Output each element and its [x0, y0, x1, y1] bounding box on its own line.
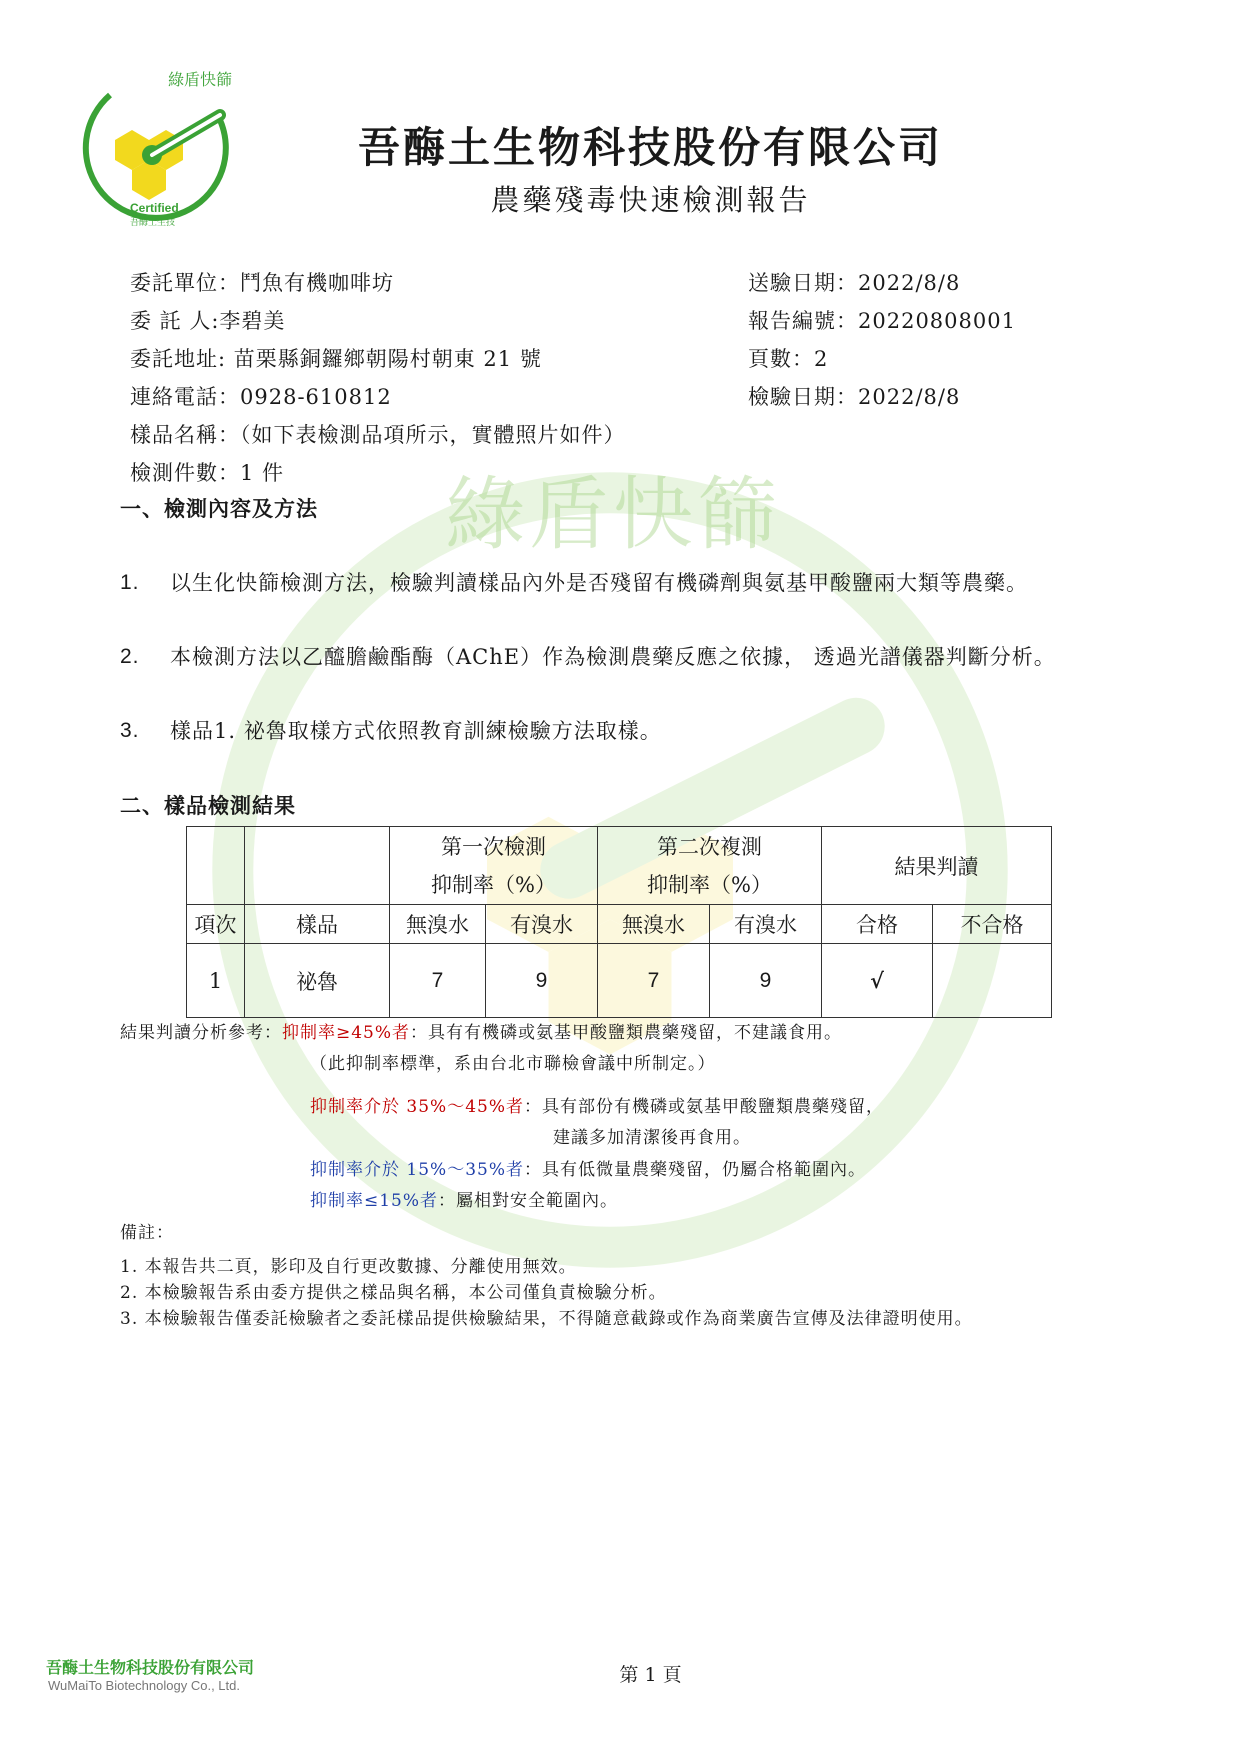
report-number: 報告編號：20220808001 — [748, 309, 1016, 333]
sample-count: 檢測件數：1 件 — [130, 461, 285, 485]
report-title: 農藥殘毒快速檢測報告 — [490, 183, 811, 217]
remarks-title: 備註： — [120, 1223, 174, 1243]
threshold-safe-text: ：屬相對安全範圍內。 — [438, 1191, 619, 1211]
remark-item: 2. 本檢驗報告系由委方提供之樣品與名稱，本公司僅負責檢驗分析。 — [120, 1283, 667, 1303]
sample-name: 樣品名稱：（如下表檢測品項所示，實體照片如件） — [130, 423, 626, 447]
table-row — [187, 944, 1052, 1018]
threshold-low: 抑制率介於 15%～35%者 — [310, 1160, 524, 1180]
second-test-header: 第二次複測 抑制率（%） — [598, 827, 822, 905]
col-item: 項次 — [187, 905, 245, 944]
cell-item: 1 — [187, 944, 245, 1018]
cell-fail — [933, 944, 1052, 1018]
watermark-text: 綠盾快篩 — [445, 468, 781, 561]
svg-text:吾酶土生技: 吾酶土生技 — [130, 218, 176, 228]
cell-second-bromine: 9 — [710, 944, 822, 1018]
analysis-line — [310, 1092, 884, 1117]
col-first-bromine: 有溴水 — [486, 905, 598, 944]
method-item-number: 1. — [120, 571, 140, 594]
method-item — [120, 638, 1120, 676]
header-blank — [187, 827, 245, 905]
threshold-low-text: ：具有低微量農藥殘留，仍屬合格範圍內。 — [523, 1160, 866, 1180]
cell-pass-check: √ — [822, 944, 933, 1018]
client-address: 委託地址: 苗栗縣銅鑼鄉朝陽村朝東 21 號 — [130, 347, 542, 371]
client-phone: 連絡電話：0928-610812 — [130, 385, 392, 409]
threshold-safe: 抑制率≤15%者 — [310, 1191, 439, 1211]
threshold-mid: 抑制率介於 35%～45%者 — [310, 1097, 524, 1117]
threshold-high-text: ：具有有機磷或氨基甲酸鹽類農藥殘留，不建議食用。 — [410, 1023, 843, 1043]
col-fail: 不合格 — [933, 905, 1052, 944]
footer-company: 吾酶土生物科技股份有限公司 — [46, 1660, 255, 1677]
footer-company-en: WuMaiTo Biotechnology Co., Ltd. — [48, 1678, 240, 1693]
remark-item: 3. 本檢驗報告僅委託檢驗者之委託樣品提供檢驗結果，不得隨意截錄或作為商業廣告宣傳及法律證明使用。 — [120, 1309, 973, 1329]
col-second-bromine: 有溴水 — [710, 905, 822, 944]
svg-text:綠盾快篩: 綠盾快篩 — [168, 70, 233, 89]
method-item-number: 3. — [120, 719, 140, 742]
submit-date: 送驗日期：2022/8/8 — [748, 271, 961, 295]
threshold-mid-text: ：具有部份有機磷或氨基甲酸鹽類農藥殘留， — [523, 1097, 884, 1117]
result-header: 結果判讀 — [822, 827, 1052, 905]
company-title: 吾酶土生物科技股份有限公司 — [357, 123, 943, 172]
header-blank — [245, 827, 390, 905]
client-name: 委 託 人:李碧美 — [130, 309, 286, 333]
analysis-line — [310, 1186, 618, 1211]
section-results-title: 二、樣品檢測結果 — [120, 793, 296, 818]
col-second-no-bromine: 無溴水 — [598, 905, 710, 944]
results-table — [186, 826, 1052, 1018]
threshold-high: 抑制率≥45%者 — [282, 1023, 411, 1043]
test-date: 檢驗日期：2022/8/8 — [748, 385, 961, 409]
method-item — [120, 564, 1120, 602]
col-sample: 樣品 — [245, 905, 390, 944]
page-number: 第 1 頁 — [619, 1664, 682, 1686]
threshold-mid-text2: 建議多加清潔後再食用。 — [553, 1128, 751, 1148]
col-pass: 合格 — [822, 905, 933, 944]
analysis-line — [310, 1155, 866, 1180]
method-item-text: 以生化快篩檢測方法，檢驗判讀樣品內外是否殘留有機磷劑與氨基甲酸鹽兩大類等農藥。 — [170, 571, 1028, 595]
analysis-label: 結果判讀分析參考： — [120, 1023, 282, 1043]
method-item — [120, 712, 1120, 750]
cell-second-no-bromine: 7 — [598, 944, 710, 1018]
client-unit: 委託單位：鬥魚有機咖啡坊 — [130, 271, 394, 295]
cell-first-bromine: 9 — [486, 944, 598, 1018]
analysis-line — [120, 1018, 842, 1043]
svg-text:Certified: Certified — [130, 201, 179, 215]
first-test-header: 第一次檢測 抑制率（%） — [390, 827, 598, 905]
cell-first-no-bromine: 7 — [390, 944, 486, 1018]
cell-sample: 祕魯 — [245, 944, 390, 1018]
col-first-no-bromine: 無溴水 — [390, 905, 486, 944]
method-item-text: 本檢測方法以乙醯膽鹼酯酶（AChE）作為檢測農藥反應之依據， 透過光譜儀器判斷分析。 — [170, 645, 1056, 669]
method-item-number: 2. — [120, 645, 140, 668]
section-methods-title: 一、檢測內容及方法 — [120, 496, 318, 521]
method-item-text: 樣品1. 祕魯取樣方式依照教育訓練檢驗方法取樣。 — [170, 719, 662, 743]
page-count: 頁數：2 — [748, 347, 829, 371]
remark-item: 1. 本報告共二頁，影印及自行更改數據、分離使用無效。 — [120, 1257, 577, 1277]
analysis-note: （此抑制率標準，系由台北市聯檢會議中所制定。） — [310, 1054, 716, 1074]
